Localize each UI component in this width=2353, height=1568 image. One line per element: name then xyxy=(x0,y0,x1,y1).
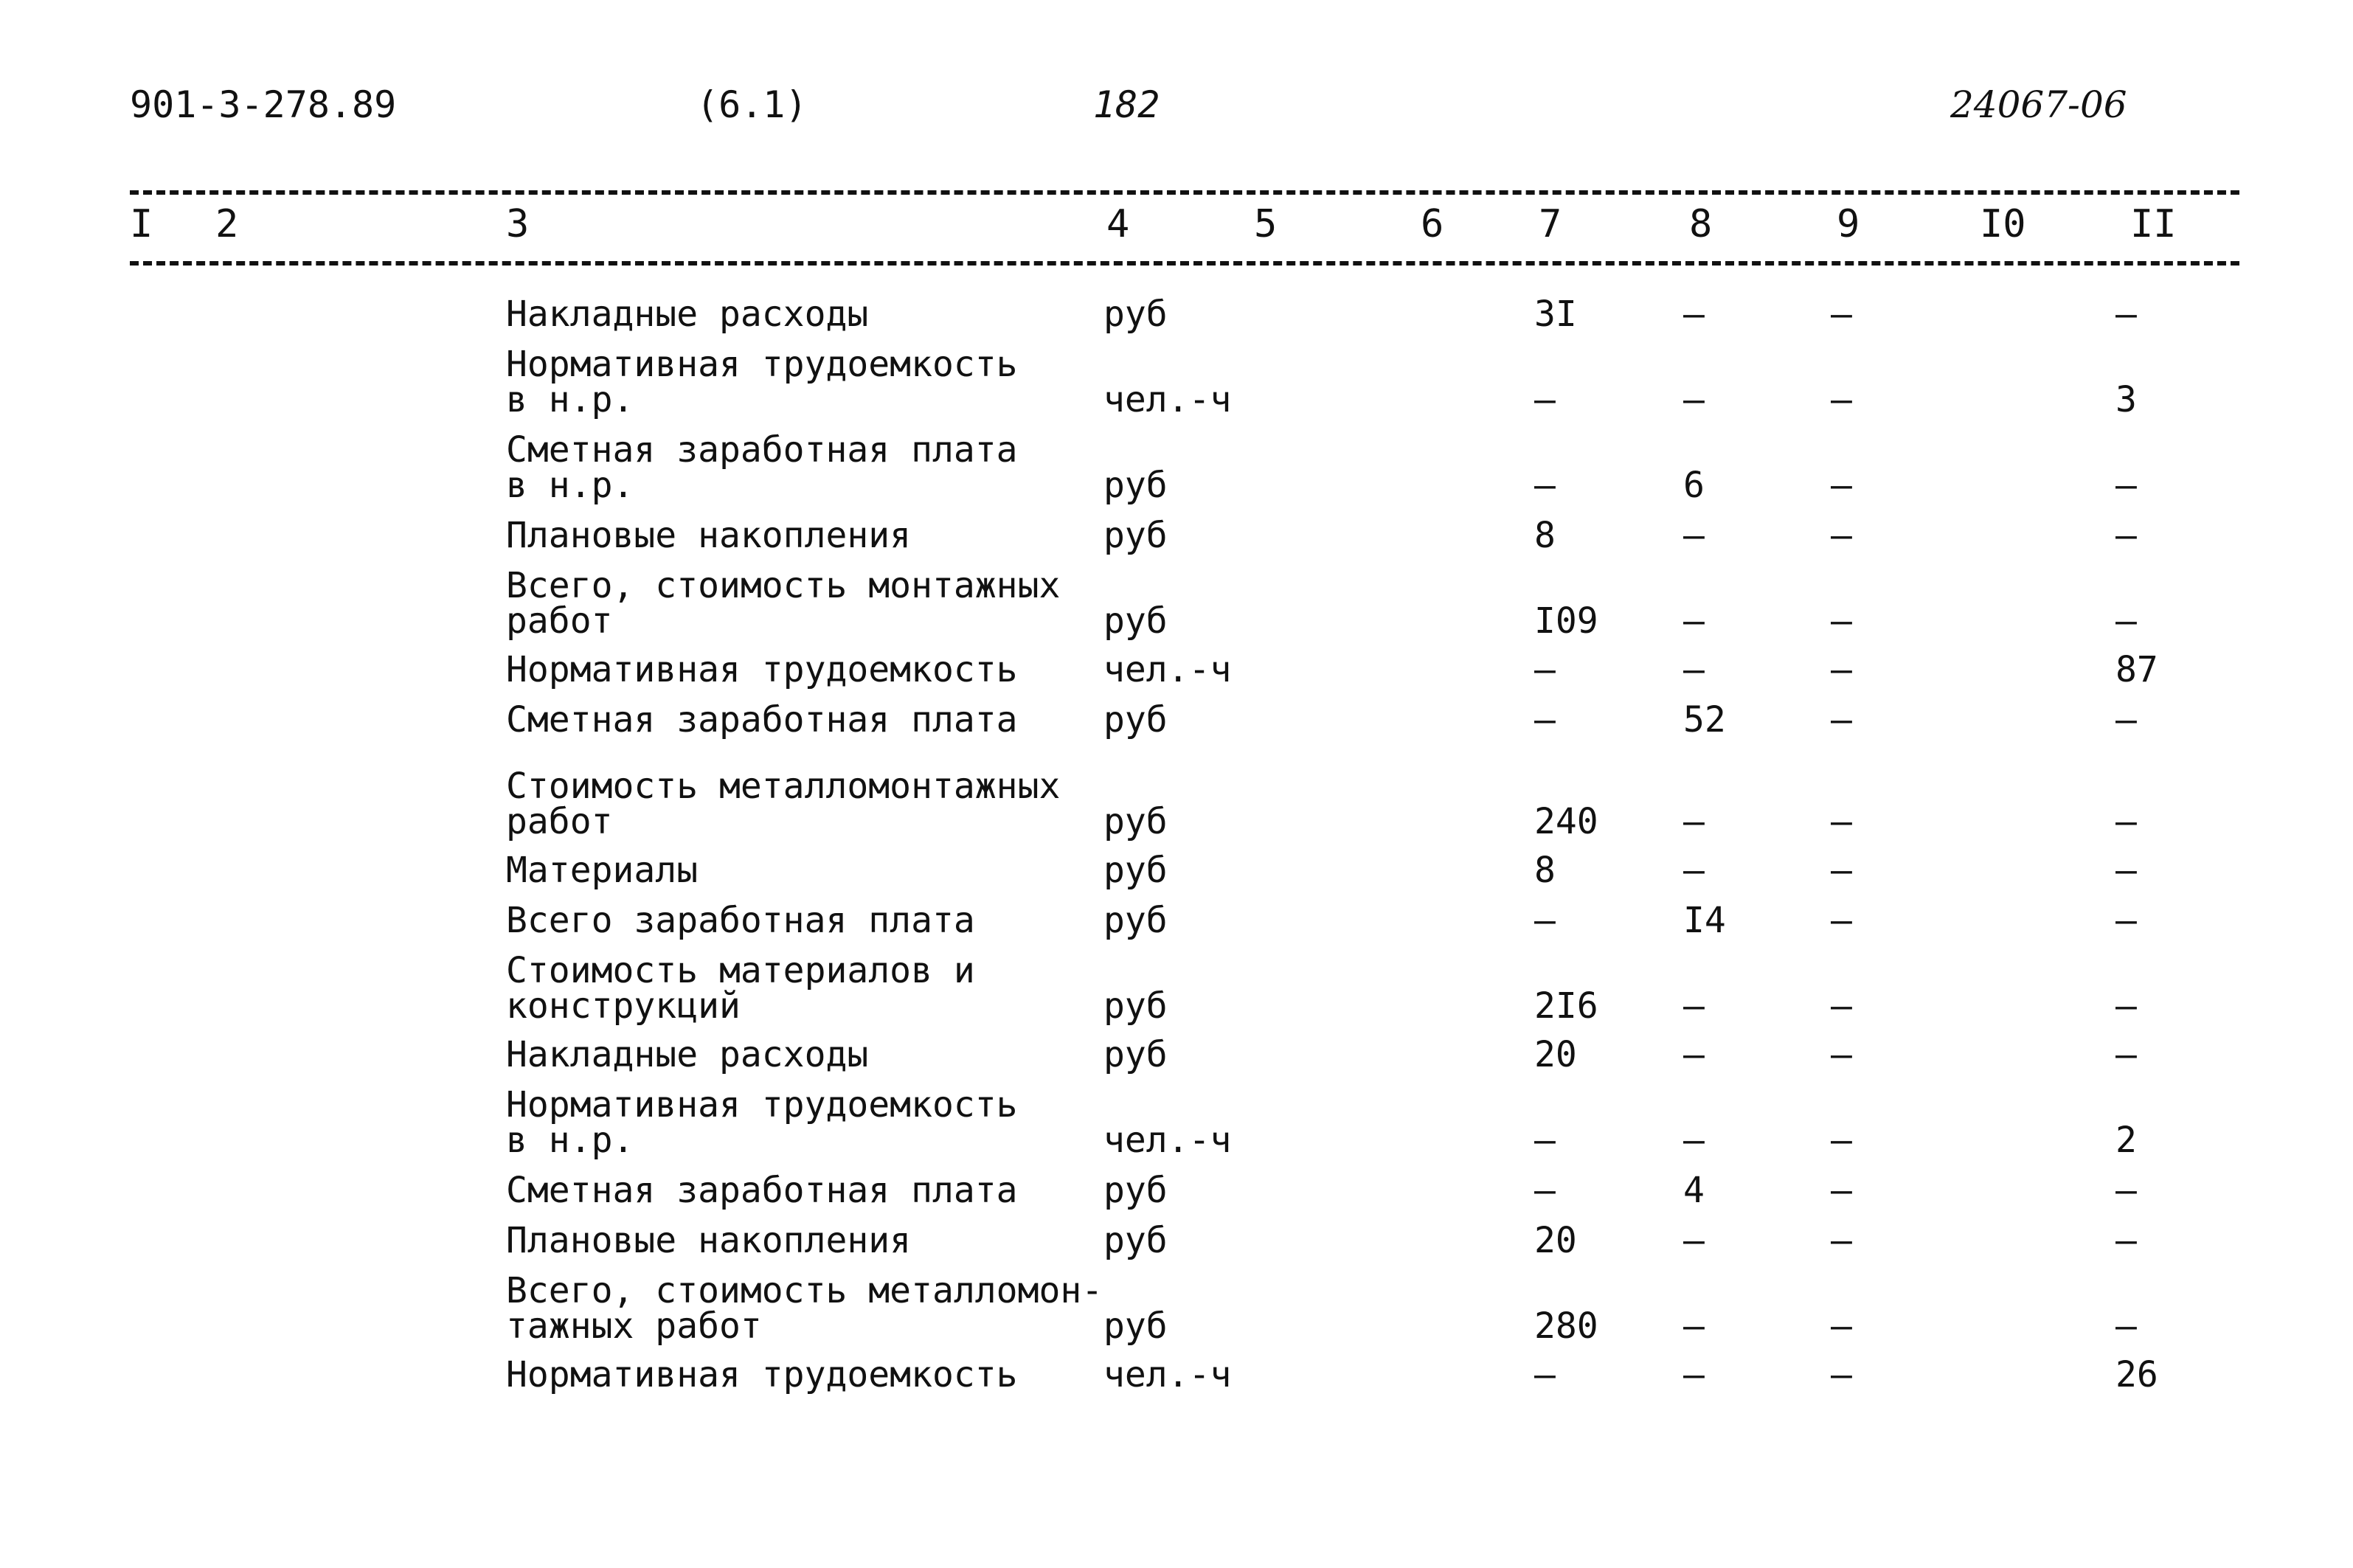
row-value-col9: – xyxy=(1831,1220,1852,1261)
row-value-col9: – xyxy=(1831,985,1852,1027)
row-value-col11: – xyxy=(2115,1034,2137,1075)
row-value-col7: 280 xyxy=(1534,1305,1598,1347)
column-number-2: 2 xyxy=(215,202,239,246)
row-value-col8: – xyxy=(1683,379,1705,420)
row-value-col9: – xyxy=(1831,600,1852,642)
page-number: 182 xyxy=(1093,83,1160,126)
column-number-10: I0 xyxy=(1980,202,2026,246)
row-value-col9: – xyxy=(1831,1034,1852,1075)
row-value-col8: 52 xyxy=(1683,699,1726,740)
row-unit: руб xyxy=(1103,699,1168,740)
row-unit: руб xyxy=(1103,465,1168,506)
row-value-col11: 87 xyxy=(2115,649,2158,690)
row-value-col8: – xyxy=(1683,1305,1705,1347)
column-number-11: II xyxy=(2130,202,2177,246)
row-description: Нормативная трудоемкость в н.р. xyxy=(506,1084,1018,1161)
row-value-col7: I09 xyxy=(1534,600,1598,642)
row-unit: руб xyxy=(1103,850,1168,891)
row-value-col8: – xyxy=(1683,515,1705,556)
row-value-col8: – xyxy=(1683,985,1705,1027)
row-value-col8: – xyxy=(1683,1034,1705,1075)
row-value-col8: 4 xyxy=(1683,1170,1705,1211)
row-value-col11: – xyxy=(2115,699,2137,740)
row-description: Материалы xyxy=(506,850,699,891)
column-number-8: 8 xyxy=(1689,202,1713,246)
row-unit: руб xyxy=(1103,1170,1168,1211)
row-value-col8: 6 xyxy=(1683,465,1705,506)
row-description: Накладные расходы xyxy=(506,294,869,335)
row-value-col11: – xyxy=(2115,515,2137,556)
row-description: Сметная заработная плата xyxy=(506,1170,1018,1211)
row-description: Стоимость материалов и конструкций xyxy=(506,950,975,1027)
section-number: (6.1) xyxy=(696,83,808,126)
row-value-col8: – xyxy=(1683,600,1705,642)
row-value-col9: – xyxy=(1831,1305,1852,1347)
row-value-col8: – xyxy=(1683,294,1705,335)
table-header-bottom-rule xyxy=(130,261,2239,266)
row-unit: чел.-ч xyxy=(1103,649,1232,690)
row-value-col11: 3 xyxy=(2115,379,2137,420)
row-unit: руб xyxy=(1103,1220,1168,1261)
row-description: Стоимость металломонтажных работ xyxy=(506,766,1061,842)
row-value-col7: 240 xyxy=(1534,801,1598,842)
row-unit: руб xyxy=(1103,801,1168,842)
table-header-top-rule xyxy=(130,190,2239,195)
row-unit: руб xyxy=(1103,1034,1168,1075)
row-value-col11: – xyxy=(2115,1170,2137,1211)
row-value-col7: 8 xyxy=(1534,515,1556,556)
row-unit: чел.-ч xyxy=(1103,1354,1232,1395)
row-value-col11: – xyxy=(2115,465,2137,506)
row-unit: руб xyxy=(1103,985,1168,1027)
row-value-col11: – xyxy=(2115,850,2137,891)
row-description: Плановые накопления xyxy=(506,1220,912,1261)
row-description: Плановые накопления xyxy=(506,515,912,556)
column-number-6: 6 xyxy=(1421,202,1444,246)
row-value-col11: – xyxy=(2115,1305,2137,1347)
row-unit: чел.-ч xyxy=(1103,379,1232,420)
row-description: Всего, стоимость металломон- тажных работ xyxy=(506,1270,1103,1347)
column-number-5: 5 xyxy=(1254,202,1278,246)
column-number-3: 3 xyxy=(506,202,530,246)
column-number-1: I xyxy=(130,202,153,246)
row-description: Нормативная трудоемкость xyxy=(506,649,1018,690)
row-value-col7: – xyxy=(1534,1354,1556,1395)
row-value-col9: – xyxy=(1831,1170,1852,1211)
row-unit: руб xyxy=(1103,515,1168,556)
row-value-col11: 26 xyxy=(2115,1354,2158,1395)
row-value-col8: – xyxy=(1683,1220,1705,1261)
row-value-col8: – xyxy=(1683,850,1705,891)
row-unit: руб xyxy=(1103,294,1168,335)
row-value-col9: – xyxy=(1831,465,1852,506)
row-value-col9: – xyxy=(1831,850,1852,891)
row-value-col11: – xyxy=(2115,294,2137,335)
row-value-col8: – xyxy=(1683,649,1705,690)
row-value-col9: – xyxy=(1831,699,1852,740)
row-value-col9: – xyxy=(1831,801,1852,842)
row-value-col7: 8 xyxy=(1534,850,1556,891)
row-unit: руб xyxy=(1103,1305,1168,1347)
row-value-col9: – xyxy=(1831,1120,1852,1161)
row-description: Всего заработная плата xyxy=(506,900,975,941)
row-unit: руб xyxy=(1103,600,1168,642)
inventory-number: 24067-06 xyxy=(1950,83,2127,126)
row-description: Накладные расходы xyxy=(506,1034,869,1075)
row-value-col9: – xyxy=(1831,294,1852,335)
row-value-col9: – xyxy=(1831,900,1852,941)
row-value-col11: – xyxy=(2115,900,2137,941)
row-value-col7: – xyxy=(1534,649,1556,690)
row-value-col7: – xyxy=(1534,379,1556,420)
row-value-col9: – xyxy=(1831,649,1852,690)
row-value-col7: 2I6 xyxy=(1534,985,1598,1027)
column-number-9: 9 xyxy=(1837,202,1860,246)
row-value-col11: – xyxy=(2115,801,2137,842)
column-number-7: 7 xyxy=(1539,202,1562,246)
row-value-col7: 20 xyxy=(1534,1034,1577,1075)
row-value-col9: – xyxy=(1831,1354,1852,1395)
row-description: Нормативная трудоемкость в н.р. xyxy=(506,344,1018,420)
row-unit: чел.-ч xyxy=(1103,1120,1232,1161)
row-value-col7: 20 xyxy=(1534,1220,1577,1261)
row-value-col8: – xyxy=(1683,1120,1705,1161)
row-value-col7: – xyxy=(1534,1170,1556,1211)
row-value-col11: 2 xyxy=(2115,1120,2137,1161)
row-description: Сметная заработная плата в н.р. xyxy=(506,429,1018,506)
row-description: Нормативная трудоемкость xyxy=(506,1354,1018,1395)
row-value-col8: – xyxy=(1683,801,1705,842)
column-number-4: 4 xyxy=(1106,202,1130,246)
row-unit: руб xyxy=(1103,900,1168,941)
row-value-col11: – xyxy=(2115,600,2137,642)
row-value-col9: – xyxy=(1831,515,1852,556)
row-value-col7: – xyxy=(1534,465,1556,506)
row-value-col7: – xyxy=(1534,699,1556,740)
row-value-col9: – xyxy=(1831,379,1852,420)
document-number: 901-3-278.89 xyxy=(130,83,397,126)
row-value-col8: – xyxy=(1683,1354,1705,1395)
row-value-col7: – xyxy=(1534,1120,1556,1161)
row-value-col8: I4 xyxy=(1683,900,1726,941)
row-description: Всего, стоимость монтажных работ xyxy=(506,565,1061,642)
row-value-col7: 3I xyxy=(1534,294,1577,335)
row-description: Сметная заработная плата xyxy=(506,699,1018,740)
row-value-col7: – xyxy=(1534,900,1556,941)
row-value-col11: – xyxy=(2115,1220,2137,1261)
row-value-col11: – xyxy=(2115,985,2137,1027)
